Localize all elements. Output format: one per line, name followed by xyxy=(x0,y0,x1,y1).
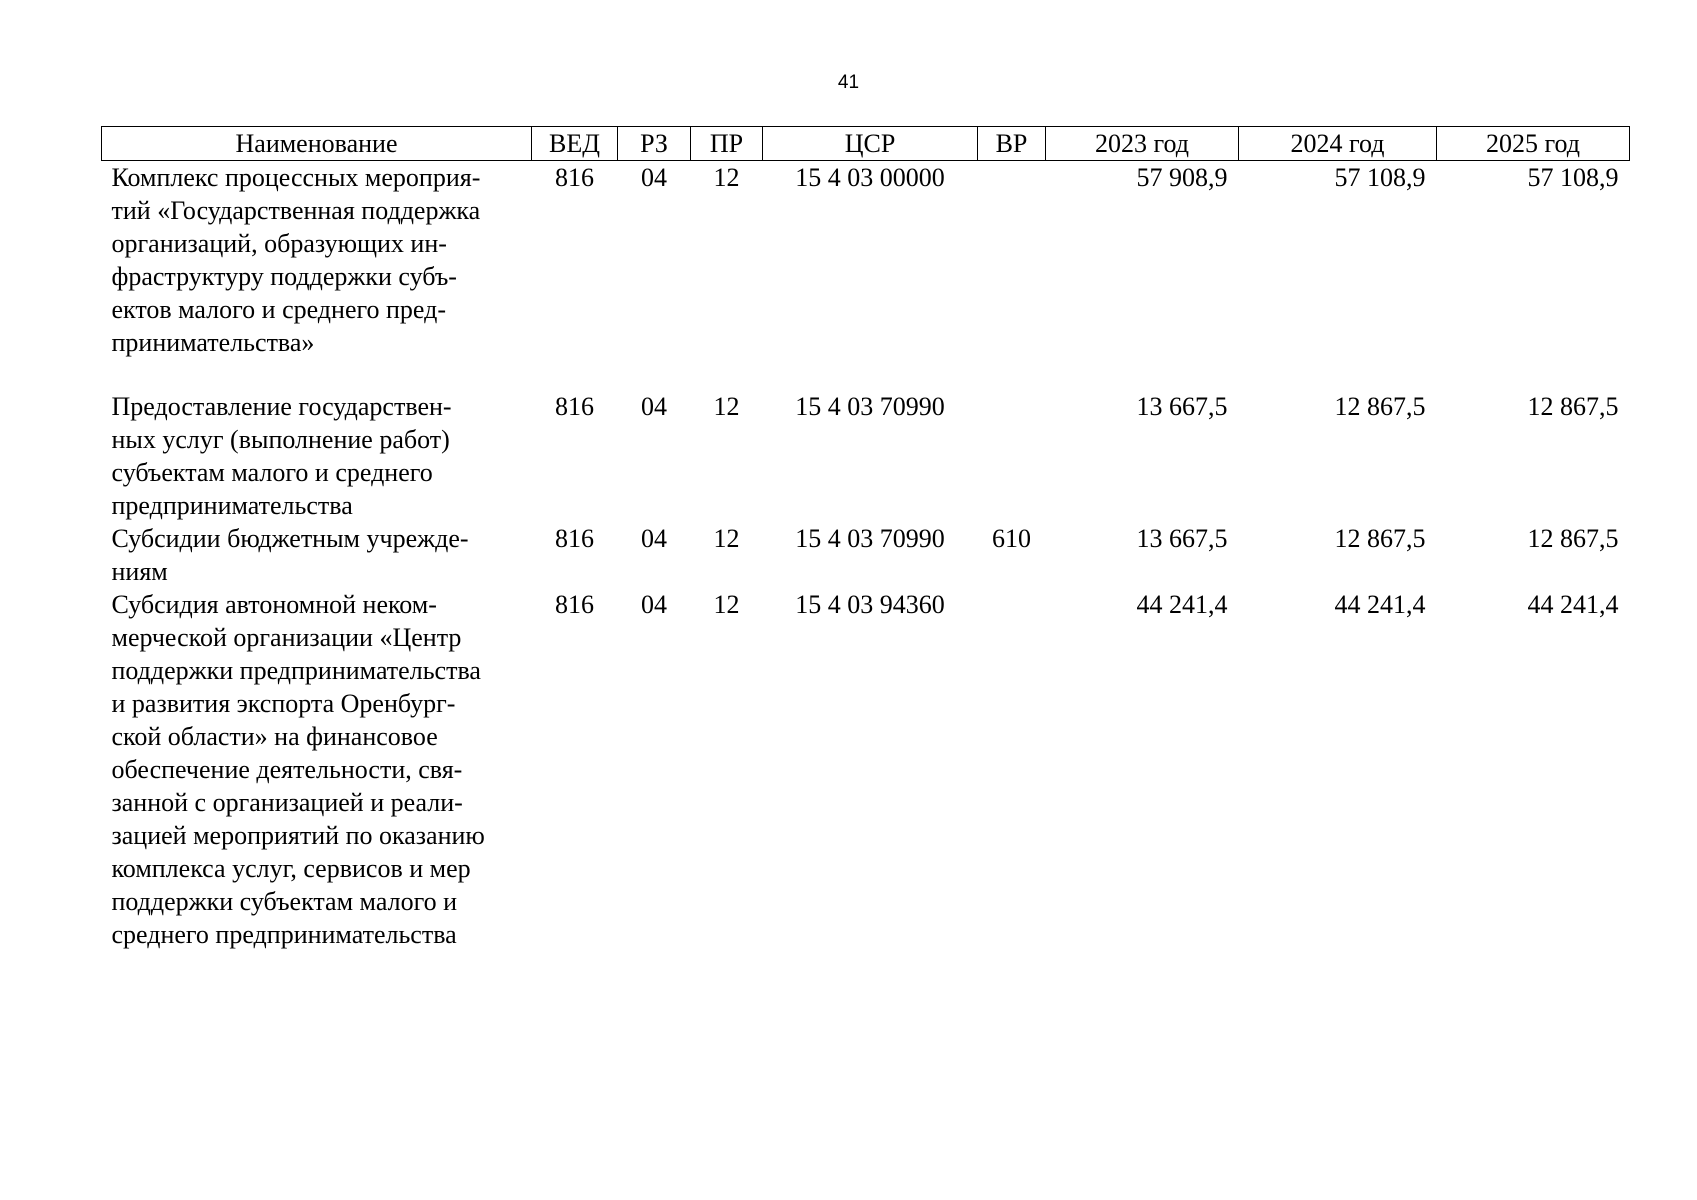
cell-pr: 12 xyxy=(713,523,740,553)
budget-table xyxy=(101,126,1630,951)
table-header-row xyxy=(102,127,1630,161)
cell-2025: 44 241,4 xyxy=(1527,589,1619,619)
cell-name: Предоставление государствен- ных услуг (выполнение работ) субъектам малого и среднего предпринимательства xyxy=(111,391,452,520)
cell-rz: 04 xyxy=(641,523,667,553)
cell-2024: 12 867,5 xyxy=(1334,523,1426,553)
cell-pr: 12 xyxy=(713,391,740,421)
page-number: 41 xyxy=(837,72,860,93)
cell-vr: 610 xyxy=(992,523,1031,553)
cell-2025: 12 867,5 xyxy=(1527,523,1619,553)
cell-ved: 816 xyxy=(555,391,594,421)
cell-2025: 57 108,9 xyxy=(1527,163,1619,192)
cell-rz: 04 xyxy=(641,163,667,192)
header-csr: ЦСР xyxy=(763,127,978,161)
header-vr: ВР xyxy=(978,127,1046,161)
table-row xyxy=(102,161,1630,390)
cell-ved: 816 xyxy=(555,523,594,553)
cell-ved: 816 xyxy=(555,163,594,192)
cell-vr xyxy=(978,390,1046,522)
cell-pr: 12 xyxy=(713,163,740,192)
cell-csr: 15 4 03 94360 xyxy=(795,589,945,619)
cell-csr: 15 4 03 70990 xyxy=(795,523,945,553)
header-2025: 2025 год xyxy=(1437,127,1630,161)
cell-rz: 04 xyxy=(641,589,667,619)
cell-2023: 13 667,5 xyxy=(1136,391,1228,421)
cell-rz: 04 xyxy=(641,391,667,421)
cell-name: Субсидия автономной неком- мерческой организации «Центр поддержки предпринимательства и развития экспорта Оренбург- ской области» на финансовое обеспечение деятельности, свя- занной с организацией и реали- зацией мероприятий по оказанию комплекса услуг, сервисов и мер поддержки субъектам малого и среднего предпринимательства xyxy=(111,589,485,949)
header-ved: ВЕД xyxy=(532,127,618,161)
header-2023: 2023 год xyxy=(1046,127,1239,161)
cell-csr: 15 4 03 00000 xyxy=(795,163,945,192)
header-rz: РЗ xyxy=(618,127,691,161)
header-name: Наименование xyxy=(102,127,532,161)
cell-2025: 12 867,5 xyxy=(1527,391,1619,421)
cell-2023: 57 908,9 xyxy=(1136,163,1228,192)
cell-ved: 816 xyxy=(555,589,594,619)
cell-2024: 57 108,9 xyxy=(1334,163,1426,192)
cell-2023: 13 667,5 xyxy=(1136,523,1228,553)
cell-vr xyxy=(978,588,1046,951)
table-row xyxy=(102,522,1630,588)
cell-2024: 12 867,5 xyxy=(1334,391,1426,421)
cell-vr xyxy=(978,161,1046,390)
cell-csr: 15 4 03 70990 xyxy=(795,391,945,421)
header-2024: 2024 год xyxy=(1239,127,1437,161)
table-row xyxy=(102,390,1630,522)
cell-name: Комплекс процессных мероприя- тий «Государственная поддержка организаций, образующих ин- фраструктуру поддержки субъ- ектов малого и среднего пред- принимательства» xyxy=(111,163,481,357)
cell-name: Субсидии бюджетным учрежде- ниям xyxy=(111,523,469,586)
cell-2023: 44 241,4 xyxy=(1136,589,1228,619)
header-pr: ПР xyxy=(691,127,763,161)
cell-2024: 44 241,4 xyxy=(1334,589,1426,619)
table-body xyxy=(102,161,1630,951)
table-row xyxy=(102,588,1630,951)
cell-pr: 12 xyxy=(713,589,740,619)
